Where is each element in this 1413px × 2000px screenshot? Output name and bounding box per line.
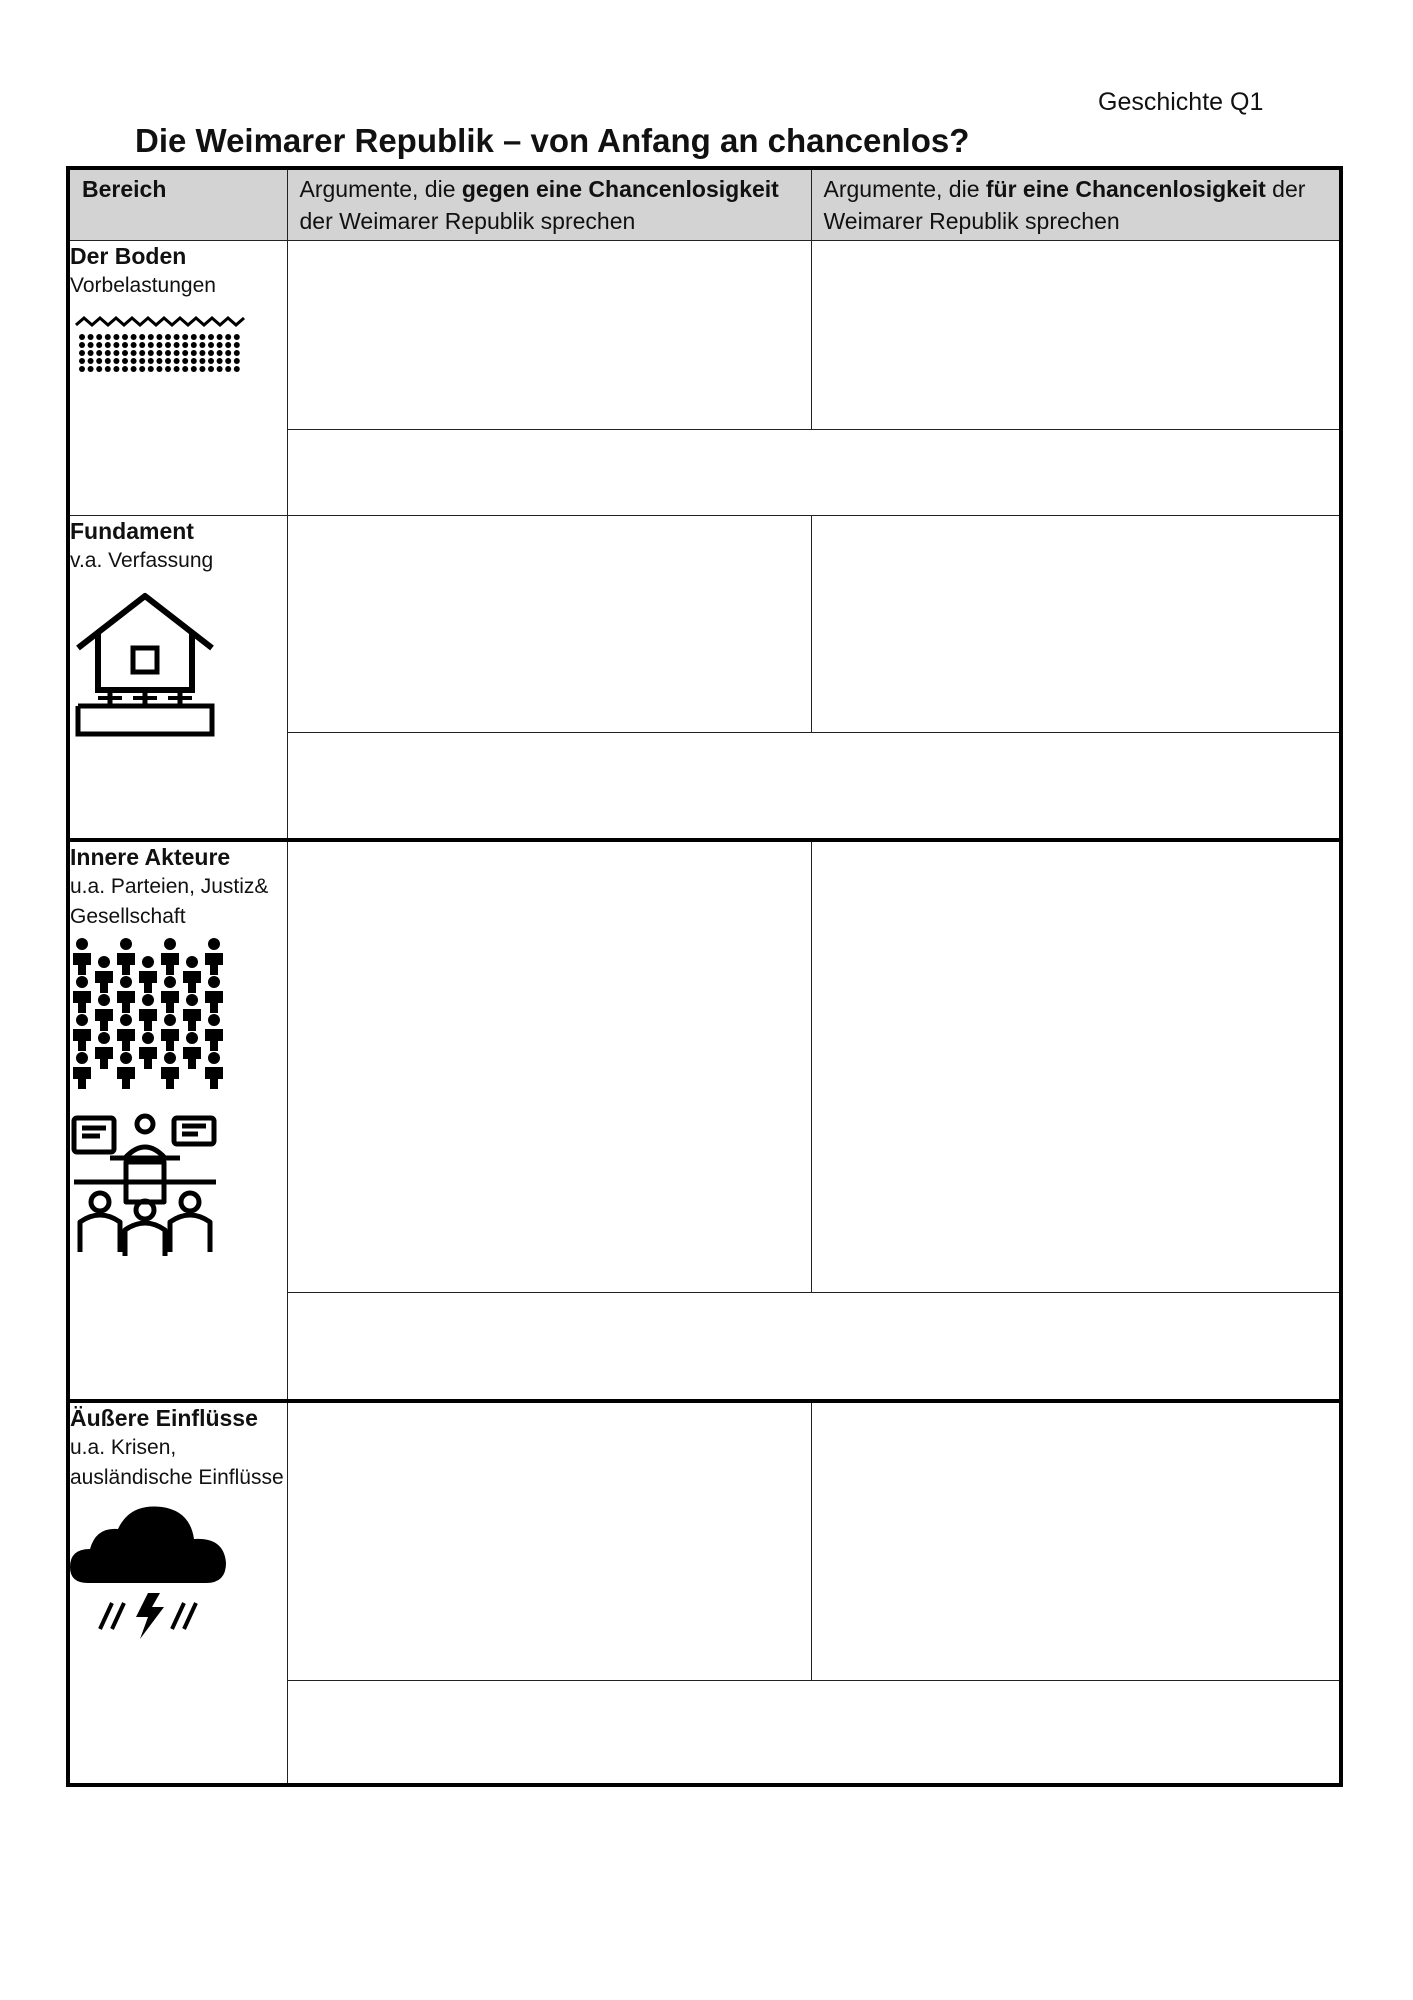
against-cell-fundament[interactable] — [287, 516, 811, 733]
against-cell-aeussere-einfluesse[interactable] — [287, 1401, 811, 1681]
for-cell-fundament[interactable] — [811, 516, 1341, 733]
page-title: Die Weimarer Republik – von Anfang an chancenlos? — [135, 122, 970, 159]
table-row — [68, 840, 1341, 1292]
area-subtitle: v.a. Verfassung — [70, 549, 214, 573]
header-against: Argumente, die gegen eine Chancenlosigkeit der Weimarer Republik sprechen — [287, 168, 811, 241]
table-row — [68, 1401, 1341, 1681]
for-cell-innere-akteure[interactable] — [811, 840, 1341, 1292]
area-cell-fundament — [68, 516, 287, 841]
ground-icon — [70, 315, 250, 385]
summary-cell-aeussere-einfluesse[interactable] — [287, 1680, 1341, 1785]
area-cell-aeussere-einfluesse — [68, 1401, 287, 1785]
area-cell-boden — [68, 241, 287, 516]
for-cell-aeussere-einfluesse[interactable] — [811, 1401, 1341, 1681]
speaker-at-lectern-icon — [70, 1112, 220, 1262]
against-cell-boden[interactable] — [287, 241, 811, 429]
area-subtitle: u.a. Krisen, ausländische Einflüsse — [70, 1435, 284, 1489]
argument-table — [66, 166, 1343, 1787]
summary-cell-fundament[interactable] — [287, 733, 1341, 841]
storm-cloud-icon — [70, 1499, 230, 1639]
header-area: Bereich — [68, 168, 287, 241]
course-label: Geschichte Q1 — [1098, 88, 1264, 116]
table-header-row — [68, 168, 1341, 241]
for-cell-boden[interactable] — [811, 241, 1341, 429]
summary-cell-innere-akteure[interactable] — [287, 1292, 1341, 1401]
against-cell-innere-akteure[interactable] — [287, 840, 811, 1292]
area-title: Innere Akteure — [70, 844, 231, 871]
table-row — [68, 516, 1341, 733]
area-title: Fundament — [70, 518, 194, 545]
summary-cell-boden[interactable] — [287, 429, 1341, 516]
crowd-icon — [70, 936, 230, 1096]
area-title: Der Boden — [70, 243, 187, 270]
house-on-foundation-icon — [70, 590, 220, 740]
header-for: Argumente, die für eine Chancenlosigkeit der Weimarer Republik sprechen — [811, 168, 1341, 241]
area-title: Äußere Einflüsse — [70, 1404, 258, 1431]
area-subtitle: u.a. Parteien, Justiz& Gesellschaft — [70, 875, 269, 929]
area-cell-innere-akteure — [68, 840, 287, 1400]
table-row — [68, 241, 1341, 429]
area-subtitle: Vorbelastungen — [70, 274, 216, 298]
